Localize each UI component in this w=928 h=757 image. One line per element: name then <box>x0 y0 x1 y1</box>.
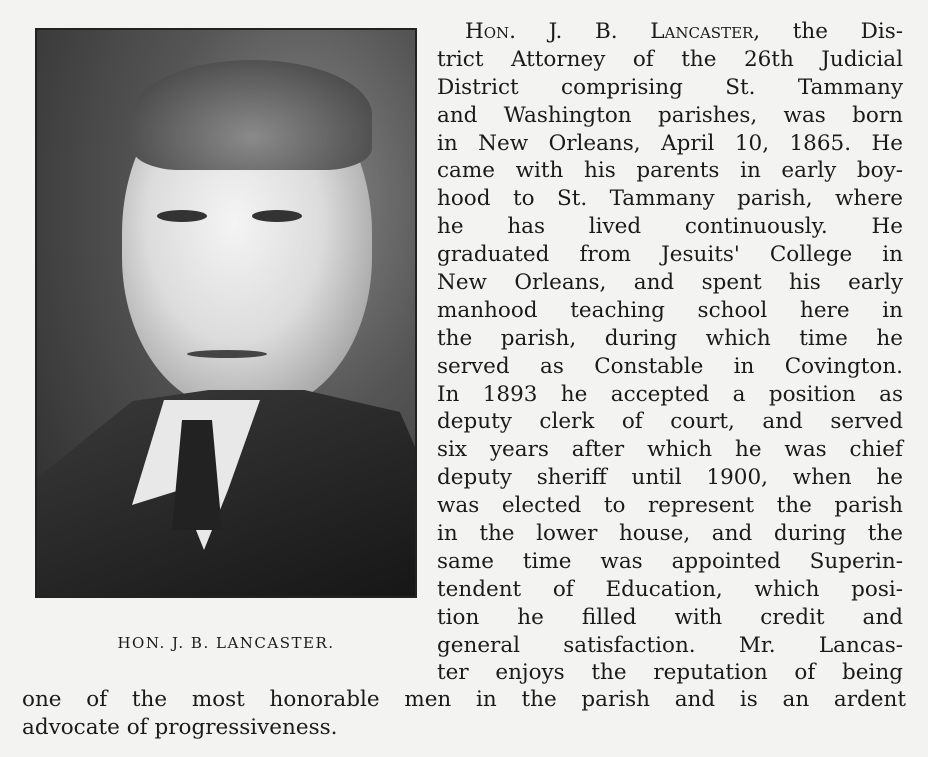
article-line <box>22 714 906 742</box>
article-line-text: manhood teaching school here in <box>437 297 903 323</box>
portrait-eye-right <box>252 210 302 222</box>
article-line <box>437 325 903 353</box>
article-line <box>437 464 903 492</box>
article-line-text: trict Attorney of the 26th Judicial <box>437 46 903 72</box>
article-line <box>437 632 903 660</box>
portrait-eye-left <box>157 210 207 222</box>
article-line-text: advocate of progressiveness. <box>22 714 338 740</box>
article-line <box>437 185 903 213</box>
article-line <box>22 686 906 714</box>
article-line <box>437 18 903 46</box>
article-line-text: general satisfaction. Mr. Lancas- <box>437 632 903 658</box>
article-full-width <box>22 686 906 742</box>
article-line <box>437 659 903 687</box>
portrait-hair <box>132 60 372 170</box>
article-line-text: six years after which he was chief <box>437 437 903 463</box>
article-line <box>437 74 903 102</box>
portrait-photo <box>35 28 417 598</box>
article-line-text: deputy clerk of court, and served <box>437 409 903 435</box>
article-line <box>437 269 903 297</box>
article-line <box>437 241 903 269</box>
article-line <box>437 46 903 74</box>
article-line <box>437 102 903 130</box>
article-line <box>437 576 903 604</box>
article-line <box>437 381 903 409</box>
photo-caption: HON. J. B. LANCASTER. <box>117 634 335 652</box>
article-line-text: ter enjoys the reputation of being <box>437 660 903 686</box>
article-line-text: deputy sheriff until 1900, when he <box>437 465 903 491</box>
article-line <box>437 130 903 158</box>
article-line <box>437 297 903 325</box>
article-line <box>437 408 903 436</box>
article-line <box>437 604 903 632</box>
article-line <box>437 520 903 548</box>
article-line <box>437 353 903 381</box>
portrait-mouth <box>187 350 267 358</box>
article-line-text: the parish, during which time he <box>437 325 903 351</box>
article-line-text: graduated from Jesuits' College in <box>437 242 903 268</box>
article-column <box>437 18 903 687</box>
article-line <box>437 157 903 185</box>
article-line-text: in the lower house, and during the <box>437 521 903 547</box>
article-line-text: and Washington parishes, was born <box>437 102 903 128</box>
article-line-text: same time was appointed Superin- <box>437 548 903 574</box>
article-line <box>437 436 903 464</box>
article-line-text: tendent of Education, which posi- <box>437 576 903 602</box>
article-line-text: one of the most honorable men in the parish and is an ardent <box>22 687 906 712</box>
article-line <box>437 213 903 241</box>
article-line-text: New Orleans, and spent his early <box>437 270 903 296</box>
article-line-text: served as Constable in Covington. <box>437 353 903 379</box>
article-line-text: was elected to represent the parish <box>437 493 903 519</box>
article-line-text: District comprising St. Tammany <box>437 74 903 100</box>
article-lead: Hon. J. B. Lancaster, <box>465 19 761 44</box>
article-line-text: he has lived continuously. He <box>437 214 903 240</box>
article-line-text: in New Orleans, April 10, 1865. He <box>437 130 903 156</box>
article-line <box>437 492 903 520</box>
article-line-text: tion he filled with credit and <box>437 604 903 630</box>
article-line-text: the Dis- <box>760 19 903 44</box>
article-line-text: came with his parents in early boy- <box>437 158 903 184</box>
article-line-text: hood to St. Tammany parish, where <box>437 186 903 212</box>
article-line-text: In 1893 he accepted a position as <box>437 381 903 407</box>
article-line <box>437 548 903 576</box>
